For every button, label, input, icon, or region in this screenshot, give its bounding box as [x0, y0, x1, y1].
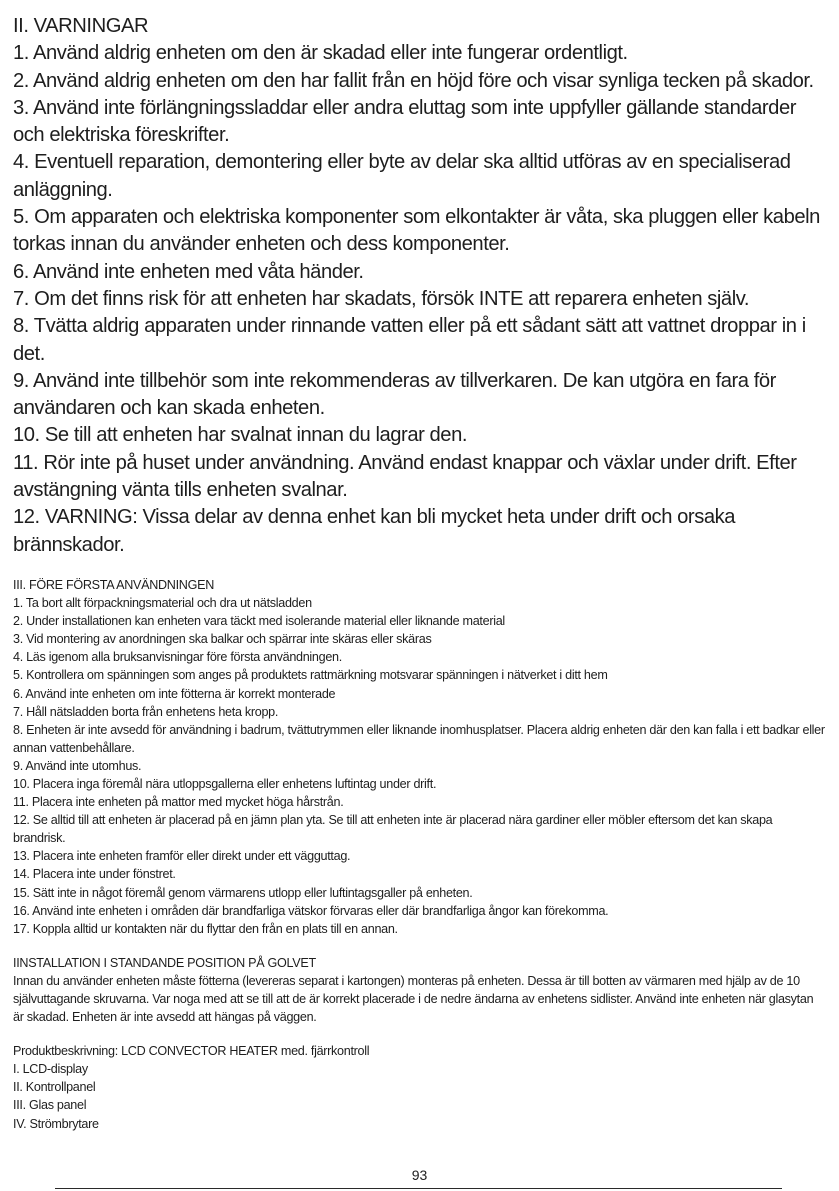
warning-item: 6. Använd inte enheten med våta händer.	[13, 260, 364, 283]
installation-heading: IINSTALLATION I STANDANDE POSITION PÅ GOLVET	[13, 955, 316, 970]
before-first-use-item: 5. Kontrollera om spänningen som anges på produktets rattmärkning motsvarar spänningen i nätverket i ditt hem	[13, 668, 608, 683]
before-first-use-section	[13, 576, 825, 1133]
warning-item: 7. Om det finns risk för att enheten har skadats, försök INTE att reparera enheten själv.	[13, 287, 750, 310]
manual-page	[13, 13, 825, 1133]
product-description-title: Produktbeskrivning: LCD CONVECTOR HEATER med. fjärrkontroll	[13, 1044, 370, 1059]
footer-divider	[55, 1188, 782, 1189]
before-first-use-item: 16. Använd inte enheten i områden där brandfarliga vätskor förvaras eller där brandfarliga ångor kan förekomma.	[13, 903, 609, 918]
before-first-use-item: 9. Använd inte utomhus.	[13, 758, 142, 773]
installation-paragraph: Innan du använder enheten måste fötterna (levereras separat i kartongen) monteras på enheten. Dessa är till botten av värmaren med hjälp av de 10 självuttagande skruvarna. Var noga med att se till att de är korrekt placerade i de nedre ändarna av enhetens sidlister. Använd inte enheten när glasytan är skadad. Enheten är inte avsedd att hängas på väggen.	[13, 973, 814, 1025]
warning-item: 1. Använd aldrig enheten om den är skadad eller inte fungerar ordentligt.	[13, 42, 628, 65]
before-first-use-item: 11. Placera inte enheten på mattor med mycket höga hårstrån.	[13, 795, 344, 810]
warning-item: 4. Eventuell reparation, demontering eller byte av delar ska alltid utföras av en specialiserad anläggning.	[13, 151, 791, 201]
before-first-use-item: 4. Läs igenom alla bruksanvisningar före första användningen.	[13, 650, 342, 665]
before-first-use-item: 12. Se alltid till att enheten är placerad på en jämn plan yta. Se till att enheten inte är placerad nära gardiner eller möbler eftersom det kan skapa brandrisk.	[13, 813, 773, 846]
before-first-use-item: 1. Ta bort allt förpackningsmaterial och dra ut nätsladden	[13, 596, 312, 611]
warning-item: 2. Använd aldrig enheten om den har fallit från en höjd före och visar synliga tecken på skador.	[13, 69, 814, 92]
warning-item: 10. Se till att enheten har svalnat innan du lagrar den.	[13, 424, 468, 447]
before-first-use-item: 2. Under installationen kan enheten vara täckt med isolerande material eller liknande material	[13, 614, 505, 629]
warning-item: 9. Använd inte tillbehör som inte rekommenderas av tillverkaren. De kan utgöra en fara för användaren och kan skada enheten.	[13, 369, 776, 420]
before-first-use-item: 8. Enheten är inte avsedd för användning i badrum, tvättutrymmen eller liknande inomhusplatser. Placera aldrig enheten där den kan falla i ett badkar eller annan vattenbehållare.	[13, 722, 825, 755]
section-spacer	[13, 938, 825, 954]
warnings-heading: II. VARNINGAR	[13, 15, 149, 37]
before-first-use-item: 3. Vid montering av anordningen ska balkar och spärrar inte skäras eller skäras	[13, 632, 432, 647]
warning-item: 8. Tvätta aldrig apparaten under rinnande vatten eller på ett sådant sätt att vattnet droppar in i det.	[13, 315, 806, 365]
product-part-item: III. Glas panel	[13, 1098, 87, 1113]
product-part-item: I. LCD-display	[13, 1062, 88, 1077]
product-part-item: II. Kontrollpanel	[13, 1080, 96, 1095]
before-first-use-item: 7. Håll nätsladden borta från enhetens heta kropp.	[13, 704, 279, 719]
warnings-section	[13, 13, 825, 559]
before-first-use-item: 13. Placera inte enheten framför eller direkt under ett vägguttag.	[13, 849, 351, 864]
before-first-use-item: 10. Placera inga föremål nära utloppsgallerna eller enhetens luftintag under drift.	[13, 776, 437, 791]
section-spacer	[13, 1026, 825, 1042]
before-first-use-item: 6. Använd inte enheten om inte fötterna är korrekt monterade	[13, 686, 336, 701]
warning-item: 5. Om apparaten och elektriska komponenter som elkontakter är våta, ska pluggen eller kabeln torkas innan du använder enheten och dess komponenter.	[13, 206, 820, 256]
before-first-use-heading: III. FÖRE FÖRSTA ANVÄNDNINGEN	[13, 577, 214, 592]
warning-item: 12. VARNING: Vissa delar av denna enhet kan bli mycket heta under drift och orsaka brännskador.	[13, 506, 736, 556]
product-part-item: IV. Strömbrytare	[13, 1116, 99, 1131]
before-first-use-item: 15. Sätt inte in något föremål genom värmarens utlopp eller luftintagsgaller på enheten.	[13, 885, 473, 900]
before-first-use-item: 17. Koppla alltid ur kontakten när du flyttar den från en plats till en annan.	[13, 921, 398, 936]
warning-item: 11. Rör inte på huset under användning. Använd endast knappar och växlar under drift. Efter avstängning vänta tills enheten svalnar.	[13, 451, 797, 502]
page-number: 93	[411, 1167, 428, 1183]
before-first-use-item: 14. Placera inte under fönstret.	[13, 867, 176, 882]
warning-item: 3. Använd inte förlängningssladdar eller andra eluttag som inte uppfyller gällande standarder och elektriska föreskrifter.	[13, 96, 797, 147]
